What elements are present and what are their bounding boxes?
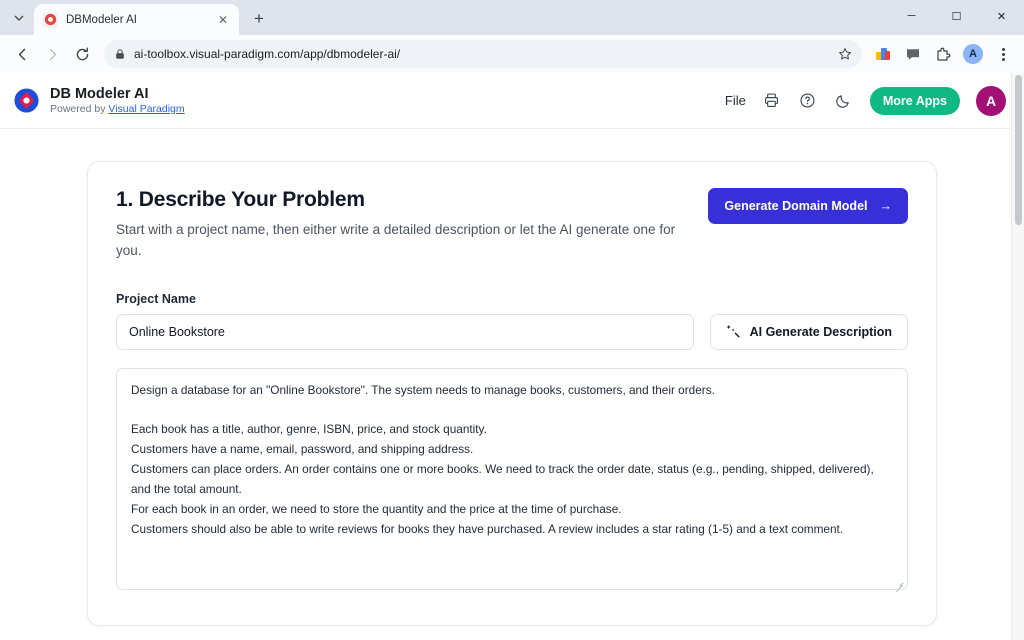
extension-area [870,41,1016,67]
scrollbar-thumb[interactable] [1015,75,1022,225]
brand-text [50,86,185,115]
tab-title: DBModeler AI [66,13,137,26]
header-actions [725,86,1006,116]
page-scrollbar[interactable] [1011,73,1024,640]
page-content [0,129,1024,626]
generate-domain-model-label: Generate Domain Model [724,199,868,213]
avatar-initial: A [963,44,983,64]
powered-by-text: Powered by [50,102,109,115]
lock-icon [114,48,126,60]
window-close-icon[interactable]: ✕ [996,10,1007,23]
profile-avatar-small[interactable] [960,41,986,67]
project-name-label: Project Name [116,291,196,306]
close-icon[interactable]: ✕ [217,12,229,27]
brand[interactable] [12,86,185,115]
app-subtitle [50,103,185,115]
reload-icon[interactable] [68,40,96,68]
dbmodeler-favicon [42,12,58,28]
sparkle-wand-icon [726,323,741,341]
page-viewport [0,73,1024,640]
ai-generate-description-label: AI Generate Description [749,324,892,339]
arrow-right-icon: → [879,199,892,213]
printer-icon[interactable] [762,91,782,111]
description-wrap [116,368,908,595]
app-header [0,73,1024,129]
new-tab-button[interactable]: + [254,9,264,28]
extension-colorful-icon[interactable] [870,41,896,67]
more-apps-button[interactable]: More Apps [870,87,960,115]
forward-icon[interactable] [38,40,66,68]
bookmark-star-icon[interactable] [838,47,852,61]
help-circle-icon[interactable] [798,91,818,111]
project-name-input[interactable] [116,314,694,350]
tab-search-button[interactable] [6,5,32,31]
user-avatar[interactable]: A [976,86,1006,116]
url-text: ai-toolbox.visual-paradigm.com/app/dbmodeler-ai/ [134,47,401,61]
browser-tab[interactable] [34,4,239,35]
maximize-icon[interactable]: ☐ [951,10,962,23]
back-icon[interactable] [8,40,36,68]
section-description: Start with a project name, then either write a detailed description or let the AI generate one for you. [116,222,676,258]
ai-generate-description-button[interactable] [710,314,908,350]
moon-icon[interactable] [834,91,854,111]
page-title: 1. Describe Your Problem [116,188,365,211]
minimize-icon[interactable]: ─ [907,10,916,22]
menu-file[interactable]: File [724,93,746,108]
card-header-text [116,188,708,262]
address-bar[interactable] [104,40,862,68]
describe-problem-card [87,161,937,626]
extensions-puzzle-icon[interactable] [930,41,956,67]
comment-icon[interactable] [900,41,926,67]
visual-paradigm-link[interactable]: Visual Paradigm [108,102,185,115]
problem-description-textarea[interactable] [116,368,908,590]
window-controls [889,0,1024,32]
project-name-row [116,314,908,350]
app-title: DB Modeler AI [50,86,149,103]
generate-domain-model-button[interactable] [708,188,908,224]
browser-toolbar [0,35,1024,73]
browser-menu-icon[interactable] [990,41,1016,67]
card-header [116,188,908,262]
visual-paradigm-logo-icon [12,86,40,114]
tab-strip [0,0,1024,35]
